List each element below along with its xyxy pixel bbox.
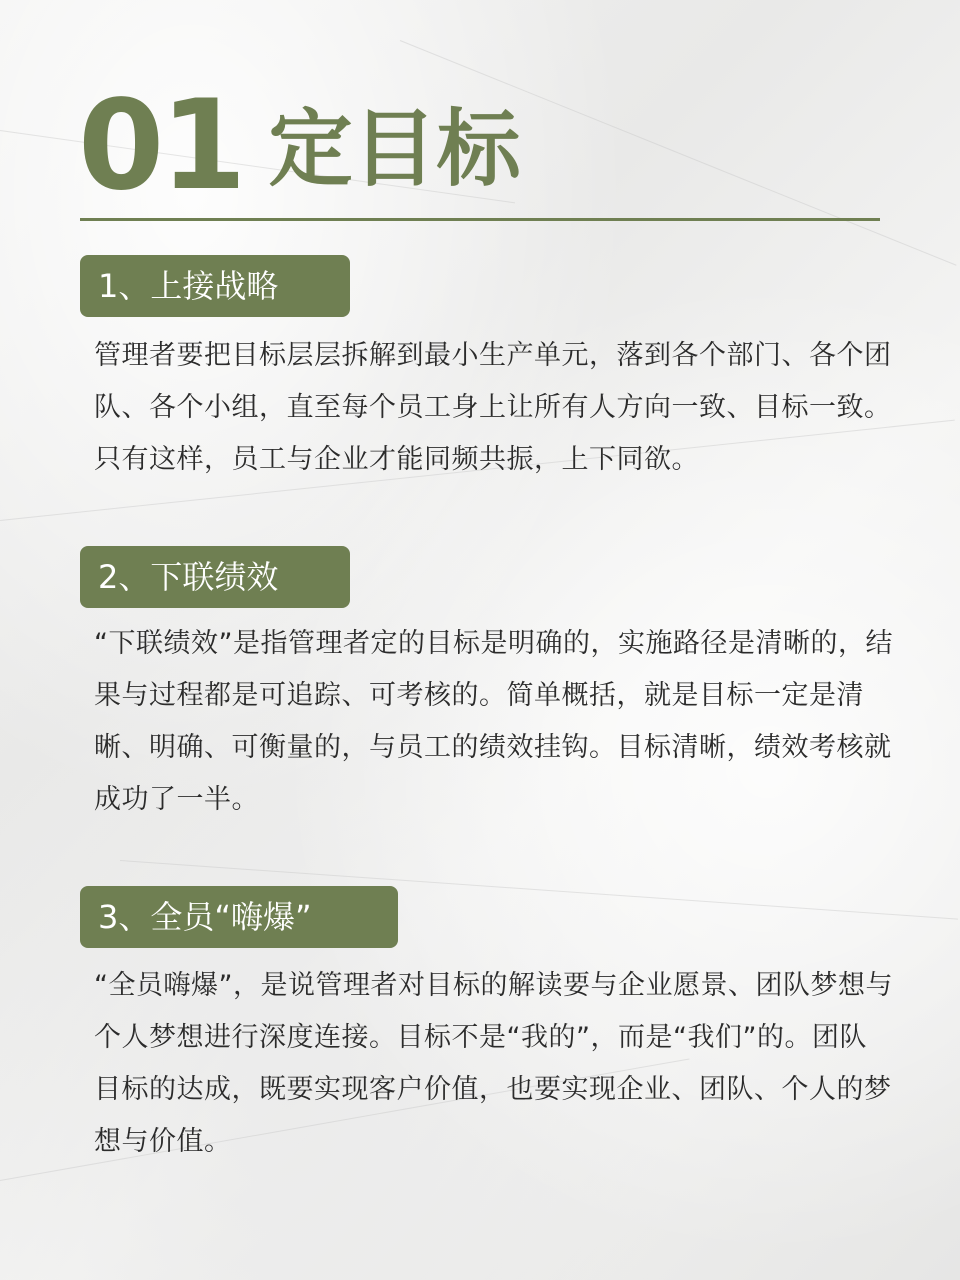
- section-text-1: 管理者要把目标层层拆解到最小生产单元，落到各个部门、各个团队、各个小组，直至每个员工身上让所有人方向一致、目标一致。只有这样，员工与企业才能同频共振，上下同欲。: [94, 340, 892, 475]
- page-heading: [78, 74, 521, 218]
- heading-number: 01: [78, 74, 243, 218]
- section-label-3: 3、全员“嗨爆”: [80, 886, 398, 948]
- section-label-2: 2、下联绩效: [80, 546, 350, 608]
- title-divider: [80, 218, 880, 221]
- section-text-2: “下联绩效”是指管理者定的目标是明确的，实施路径是清晰的，结果与过程都是可追踪、可考核的。简单概括，就是目标一定是清晰、明确、可衡量的，与员工的绩效挂钩。目标清晰，绩效考核就成功了一半。: [94, 628, 893, 815]
- section-label-1: 1、上接战略: [80, 255, 350, 317]
- section-text-3: “全员嗨爆”，是说管理者对目标的解读要与企业愿景、团队梦想与个人梦想进行深度连接。目标不是“我的”，而是“我们”的。团队目标的达成，既要实现客户价值，也要实现企业、团队、个人的梦想与价值。: [94, 970, 893, 1157]
- page-title: 定目标: [268, 100, 521, 198]
